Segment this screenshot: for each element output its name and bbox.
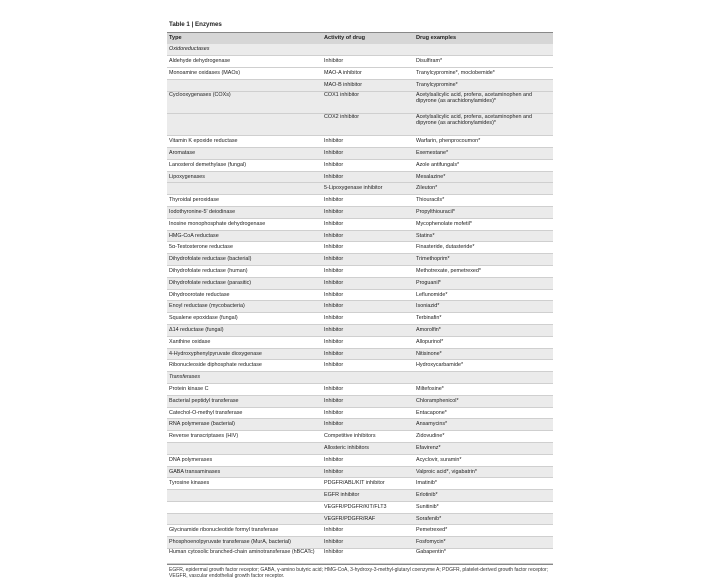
col-header-drug: Drug examples bbox=[414, 33, 553, 44]
cell-drug: Erlotinib* bbox=[414, 490, 553, 502]
table-row bbox=[167, 79, 553, 91]
cell-drug: Acyclovir, suramin* bbox=[414, 454, 553, 466]
cell-drug: Leflunomide* bbox=[414, 289, 553, 301]
table-figure bbox=[167, 20, 553, 582]
cell-activity: Inhibitor bbox=[322, 218, 414, 230]
cell-type bbox=[167, 79, 322, 91]
cell-type: Monoamine oxidases (MAOs) bbox=[167, 67, 322, 79]
cell-activity: MAO-A inhibitor bbox=[322, 67, 414, 79]
cell-activity: Inhibitor bbox=[322, 147, 414, 159]
cell-type: Phosphoenolpyruvate transferase (MurA, bacterial) bbox=[167, 537, 322, 549]
cell-drug: Miltefosine* bbox=[414, 383, 553, 395]
cell-drug: Allopurinol* bbox=[414, 336, 553, 348]
cell-activity: Inhibitor bbox=[322, 419, 414, 431]
table-row bbox=[167, 92, 553, 114]
cell-type: Cyclooxygenases (COXs) bbox=[167, 92, 322, 114]
cell-type: Human cytosolic branched-chain aminotransferase (hBCATc) bbox=[167, 549, 322, 564]
cell-activity: Inhibitor bbox=[322, 313, 414, 325]
section-label: Oxidoreductases bbox=[167, 44, 553, 55]
cell-drug: Thiouracils* bbox=[414, 195, 553, 207]
table-row bbox=[167, 537, 553, 549]
table-row bbox=[167, 147, 553, 159]
cell-type: Vitamin K epoxide reductase bbox=[167, 136, 322, 148]
cell-drug: Tranylcypromine*, moclobemide* bbox=[414, 67, 553, 79]
cell-activity: EGFR inhibitor bbox=[322, 490, 414, 502]
table-row bbox=[167, 254, 553, 266]
cell-type: GABA transaminases bbox=[167, 466, 322, 478]
cell-drug: Ansamycins* bbox=[414, 419, 553, 431]
cell-drug: Pemetrexed* bbox=[414, 525, 553, 537]
table-row bbox=[167, 383, 553, 395]
cell-type: Δ14 reductase (fungal) bbox=[167, 324, 322, 336]
table-caption bbox=[167, 20, 553, 33]
cell-activity: Inhibitor bbox=[322, 254, 414, 266]
cell-drug: Nitisinone* bbox=[414, 348, 553, 360]
cell-activity: Inhibitor bbox=[322, 289, 414, 301]
cell-activity: Inhibitor bbox=[322, 537, 414, 549]
cell-drug: Finasteride, dutasteride* bbox=[414, 242, 553, 254]
cell-drug: Isoniazid* bbox=[414, 301, 553, 313]
cell-activity: Inhibitor bbox=[322, 383, 414, 395]
table-row bbox=[167, 549, 553, 564]
table-row bbox=[167, 501, 553, 513]
cell-drug: Chloramphenicol* bbox=[414, 395, 553, 407]
cell-type: Lanosterol demethylase (fungal) bbox=[167, 159, 322, 171]
cell-type: Dihydrofolate reductase (parasitic) bbox=[167, 277, 322, 289]
cell-type: Dihydrofolate reductase (bacterial) bbox=[167, 254, 322, 266]
cell-type bbox=[167, 490, 322, 502]
table-row bbox=[167, 360, 553, 372]
table-row bbox=[167, 466, 553, 478]
cell-type: Dihydrofolate reductase (human) bbox=[167, 265, 322, 277]
cell-type: 5α-Testosterone reductase bbox=[167, 242, 322, 254]
cell-type bbox=[167, 183, 322, 195]
cell-type: Catechol-O-methyl transferase bbox=[167, 407, 322, 419]
cell-activity: Inhibitor bbox=[322, 407, 414, 419]
cell-type: Squalene epoxidase (fungal) bbox=[167, 313, 322, 325]
cell-type bbox=[167, 114, 322, 136]
cell-activity: PDGFR/ABL/KIT inhibitor bbox=[322, 478, 414, 490]
table-row bbox=[167, 265, 553, 277]
cell-drug: Zidovudine* bbox=[414, 431, 553, 443]
cell-activity: Inhibitor bbox=[322, 348, 414, 360]
header-row bbox=[167, 33, 553, 44]
cell-drug: Exemestane* bbox=[414, 147, 553, 159]
cell-activity: COX2 inhibitor bbox=[322, 114, 414, 136]
caption-title: Enzymes bbox=[195, 21, 222, 28]
cell-type: Lipoxygenases bbox=[167, 171, 322, 183]
table-row bbox=[167, 206, 553, 218]
cell-drug: Fosfomycin* bbox=[414, 537, 553, 549]
table-row bbox=[167, 183, 553, 195]
enzymes-table bbox=[167, 33, 553, 564]
table-row bbox=[167, 324, 553, 336]
table-row bbox=[167, 513, 553, 525]
table-row bbox=[167, 114, 553, 136]
table-row bbox=[167, 419, 553, 431]
cell-activity: Inhibitor bbox=[322, 159, 414, 171]
cell-type: Reverse transcriptases (HIV) bbox=[167, 431, 322, 443]
cell-type: Glycinamide ribonucleotide formyl transferase bbox=[167, 525, 322, 537]
cell-drug: Proguanil* bbox=[414, 277, 553, 289]
cell-drug: Tranylcypromine* bbox=[414, 79, 553, 91]
table-row bbox=[167, 407, 553, 419]
cell-activity: Inhibitor bbox=[322, 171, 414, 183]
cell-activity: Inhibitor bbox=[322, 242, 414, 254]
table-row bbox=[167, 242, 553, 254]
cell-drug: Disulfiram* bbox=[414, 55, 553, 67]
cell-type bbox=[167, 501, 322, 513]
table-footnote: EGFR, epidermal growth factor receptor; GABA, γ-amino butyric acid; HMG-CoA, 3-hydroxy-3-methyl-glutaryl coenzyme A; PDGFR, platelet-derived growth factor receptor; VEGFR, vascular endothelial growth factor receptor. bbox=[167, 564, 553, 582]
table-row bbox=[167, 431, 553, 443]
cell-activity: Inhibitor bbox=[322, 55, 414, 67]
cell-drug: Acetylsalicylic acid, profens, acetaminophen and dipyrone (as arachidonylamides)* bbox=[414, 114, 553, 136]
table-row bbox=[167, 442, 553, 454]
cell-drug: Entacapone* bbox=[414, 407, 553, 419]
cell-activity: Inhibitor bbox=[322, 301, 414, 313]
table-row bbox=[167, 454, 553, 466]
table-row bbox=[167, 301, 553, 313]
table-row bbox=[167, 230, 553, 242]
table-row bbox=[167, 525, 553, 537]
cell-type: Inosine monophosphate dehydrogenase bbox=[167, 218, 322, 230]
cell-type: Dihydroorotate reductase bbox=[167, 289, 322, 301]
table-row bbox=[167, 348, 553, 360]
table-row bbox=[167, 478, 553, 490]
cell-drug: Acetylsalicylic acid, profens, acetaminophen and dipyrone (as arachidonylamides)* bbox=[414, 92, 553, 114]
section-row-transferases bbox=[167, 372, 553, 384]
cell-drug: Gabapentin* bbox=[414, 549, 553, 564]
section-row-oxidoreductases bbox=[167, 44, 553, 55]
cell-type: Xanthine oxidase bbox=[167, 336, 322, 348]
table-row bbox=[167, 395, 553, 407]
cell-type: Aromatase bbox=[167, 147, 322, 159]
cell-type: Tyrosine kinases bbox=[167, 478, 322, 490]
cell-activity: Inhibitor bbox=[322, 136, 414, 148]
cell-drug: Amorolfin* bbox=[414, 324, 553, 336]
cell-activity: Inhibitor bbox=[322, 324, 414, 336]
cell-drug: Trimethoprim* bbox=[414, 254, 553, 266]
cell-activity: Inhibitor bbox=[322, 336, 414, 348]
cell-activity: VEGFR/PDGFR/RAF bbox=[322, 513, 414, 525]
col-header-activity: Activity of drug bbox=[322, 33, 414, 44]
cell-activity: Competitive inhibitors bbox=[322, 431, 414, 443]
cell-drug: Terbinafin* bbox=[414, 313, 553, 325]
cell-type: Protein kinase C bbox=[167, 383, 322, 395]
cell-type: Ribonucleoside diphosphate reductase bbox=[167, 360, 322, 372]
cell-activity: Inhibitor bbox=[322, 265, 414, 277]
cell-activity: VEGFR/PDGFR/KIT/FLT3 bbox=[322, 501, 414, 513]
table-row bbox=[167, 67, 553, 79]
cell-drug: Mycophenolate mofetil* bbox=[414, 218, 553, 230]
table-row bbox=[167, 218, 553, 230]
cell-activity: Inhibitor bbox=[322, 195, 414, 207]
caption-label: Table 1 | bbox=[169, 21, 194, 28]
cell-activity: Inhibitor bbox=[322, 525, 414, 537]
table-row bbox=[167, 195, 553, 207]
table-row bbox=[167, 159, 553, 171]
cell-type bbox=[167, 442, 322, 454]
table-row bbox=[167, 136, 553, 148]
cell-drug: Warfarin, phenprocoumon* bbox=[414, 136, 553, 148]
cell-activity: MAO-B inhibitor bbox=[322, 79, 414, 91]
table-row bbox=[167, 313, 553, 325]
cell-drug: Hydroxycarbamide* bbox=[414, 360, 553, 372]
col-header-type: Type bbox=[167, 33, 322, 44]
table-row bbox=[167, 277, 553, 289]
cell-activity: Inhibitor bbox=[322, 230, 414, 242]
cell-drug: Zileuton* bbox=[414, 183, 553, 195]
cell-type: RNA polymerase (bacterial) bbox=[167, 419, 322, 431]
section-label: Transferases bbox=[167, 372, 553, 384]
cell-type: Enoyl reductase (mycobacteria) bbox=[167, 301, 322, 313]
cell-type: DNA polymerases bbox=[167, 454, 322, 466]
cell-activity: COX1 inhibitor bbox=[322, 92, 414, 114]
cell-type: 4-Hydroxyphenylpyruvate dioxygenase bbox=[167, 348, 322, 360]
cell-type: HMG-CoA reductase bbox=[167, 230, 322, 242]
cell-type: Aldehyde dehydrogenase bbox=[167, 55, 322, 67]
cell-activity: Inhibitor bbox=[322, 466, 414, 478]
cell-type bbox=[167, 513, 322, 525]
cell-activity: Inhibitor bbox=[322, 277, 414, 289]
cell-activity: Inhibitor bbox=[322, 206, 414, 218]
cell-drug: Valproic acid*, vigabatrin* bbox=[414, 466, 553, 478]
table-row bbox=[167, 289, 553, 301]
cell-drug: Sorafenib* bbox=[414, 513, 553, 525]
cell-activity: Inhibitor bbox=[322, 360, 414, 372]
cell-type: Iodothyronine-5' deiodinase bbox=[167, 206, 322, 218]
table-row bbox=[167, 55, 553, 67]
table-row bbox=[167, 336, 553, 348]
cell-drug: Statins* bbox=[414, 230, 553, 242]
cell-drug: Efavirenz* bbox=[414, 442, 553, 454]
cell-activity: Inhibitor bbox=[322, 549, 414, 564]
cell-type: Bacterial peptidyl transferase bbox=[167, 395, 322, 407]
table-row bbox=[167, 490, 553, 502]
cell-activity: Inhibitor bbox=[322, 395, 414, 407]
cell-drug: Azole antifungals* bbox=[414, 159, 553, 171]
cell-drug: Sunitinib* bbox=[414, 501, 553, 513]
table-row bbox=[167, 171, 553, 183]
cell-activity: Allosteric inhibitors bbox=[322, 442, 414, 454]
cell-drug: Methotrexate, pemetrexed* bbox=[414, 265, 553, 277]
cell-activity: Inhibitor bbox=[322, 454, 414, 466]
cell-activity: 5-Lipoxygenase inhibitor bbox=[322, 183, 414, 195]
cell-drug: Imatinib* bbox=[414, 478, 553, 490]
cell-drug: Propylthiouracil* bbox=[414, 206, 553, 218]
cell-drug: Mesalazine* bbox=[414, 171, 553, 183]
cell-type: Thyroidal peroxidase bbox=[167, 195, 322, 207]
